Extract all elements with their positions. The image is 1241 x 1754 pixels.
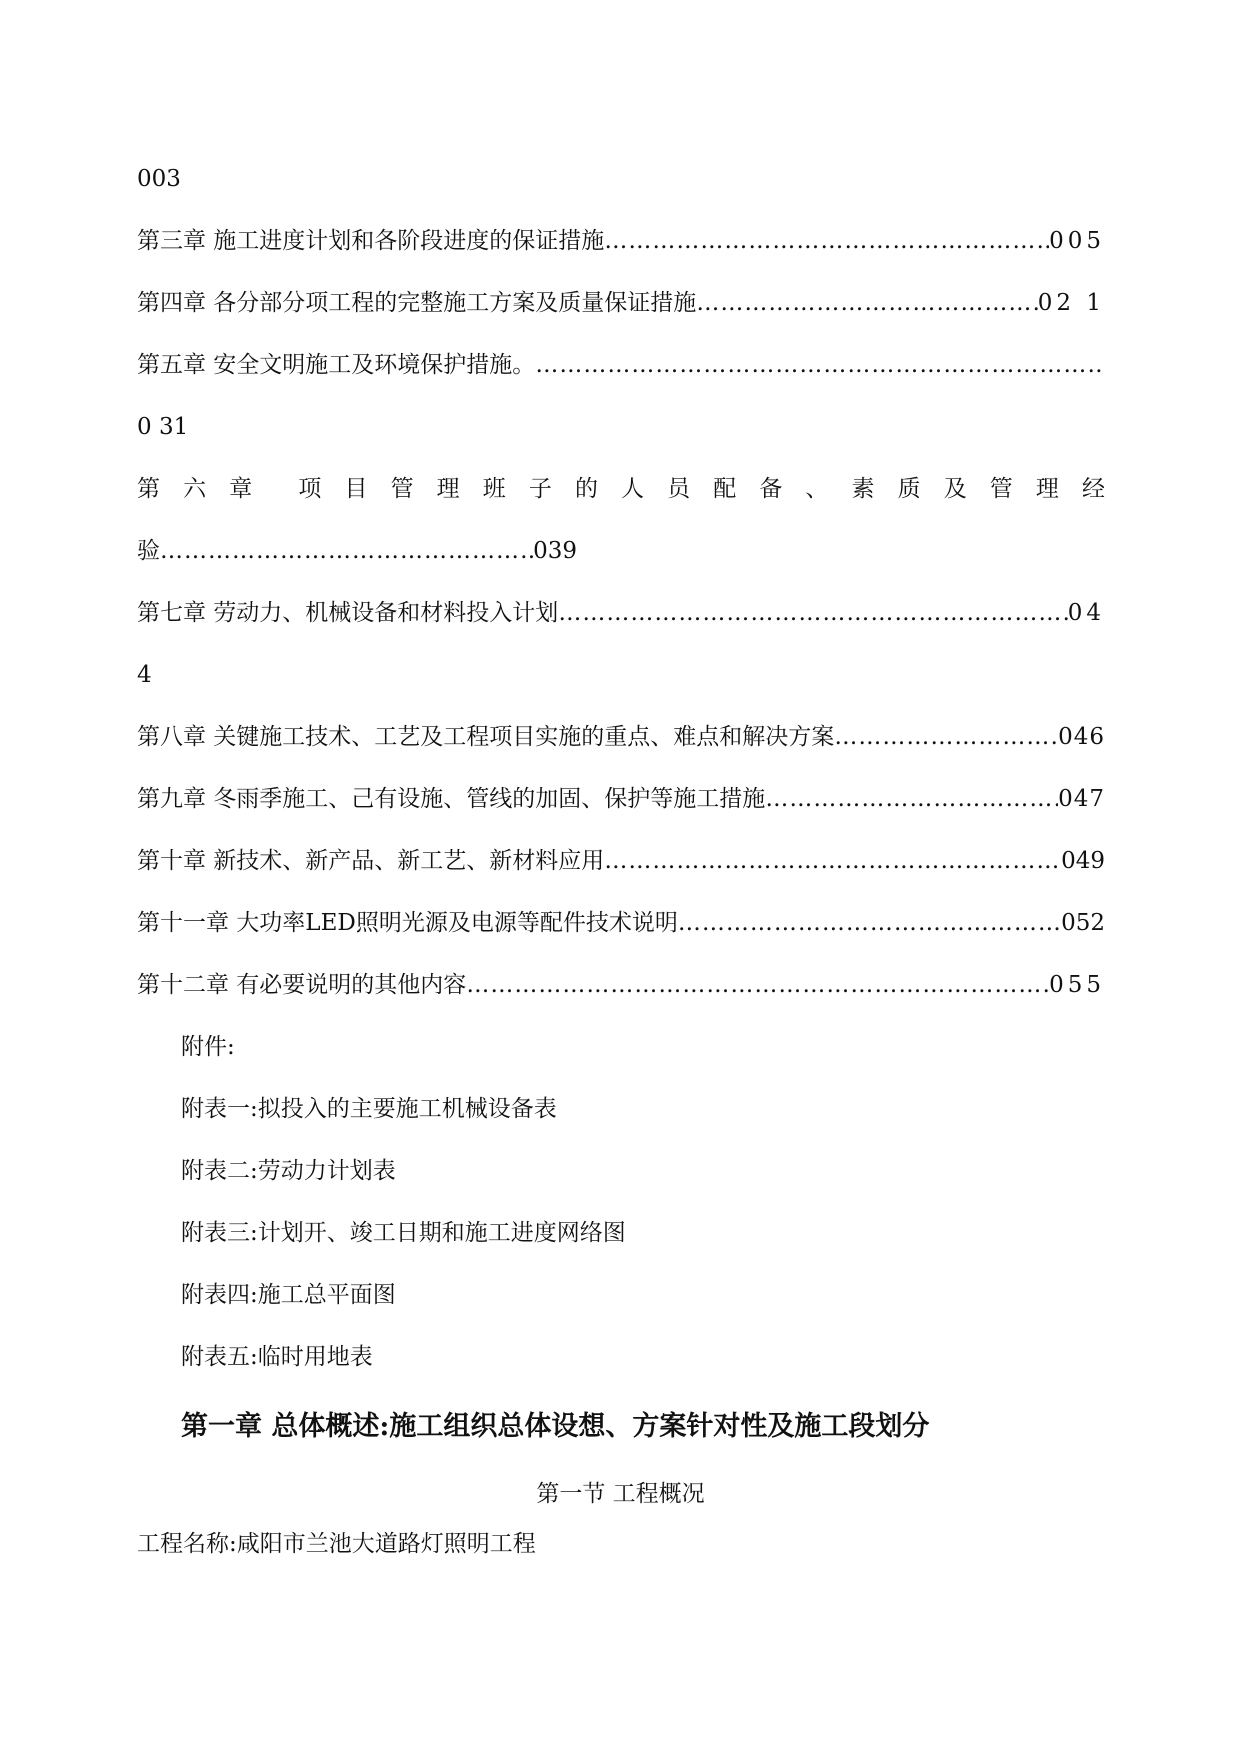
toc-spread-char: 目 <box>344 476 368 502</box>
toc-entry-title: 第十二章 有必要说明的其他内容 <box>137 972 467 998</box>
toc-entry-chapter-10[interactable] <box>137 846 1105 876</box>
toc-spread-char: 项 <box>298 476 322 502</box>
toc-entry-page: 04 <box>1067 600 1105 626</box>
toc-entry-title: 验 <box>137 538 160 564</box>
appendix-item: 附表二:劳动力计划表 <box>181 1158 396 1184</box>
toc-leader-dots <box>604 226 1049 256</box>
project-name: 工程名称:咸阳市兰池大道路灯照明工程 <box>137 1531 536 1557</box>
toc-entry-chapter-12[interactable] <box>137 970 1105 1000</box>
toc-spread-char: 管 <box>390 476 414 502</box>
toc-leader-dots <box>765 784 1058 814</box>
toc-entry-chapter-11[interactable] <box>137 908 1105 938</box>
toc-spread-char: 及 <box>943 476 967 502</box>
toc-entry-title: 第八章 关键施工技术、工艺及工程项目实施的重点、难点和解决方案 <box>137 724 835 750</box>
appendix-item: 附表四:施工总平面图 <box>181 1282 396 1308</box>
appendix-item: 附表三:计划开、竣工日期和施工进度网络图 <box>181 1220 626 1246</box>
appendix-label: 附件: <box>181 1034 235 1060</box>
toc-spread-char: 、 <box>805 476 829 502</box>
toc-entry-title: 第七章 劳动力、机械设备和材料投入计划 <box>137 600 559 626</box>
toc-spread-char: 素 <box>851 476 875 502</box>
toc-entry-chapter-7-page: 4 <box>137 662 152 688</box>
toc-leader-dots <box>678 908 1061 938</box>
toc-spread-char: 质 <box>897 476 921 502</box>
toc-entry-chapter-6[interactable] <box>137 474 1105 504</box>
toc-spread-char: 第 <box>137 476 160 502</box>
appendix-item: 附表一:拟投入的主要施工机械设备表 <box>181 1096 557 1122</box>
toc-entry-chapter-8[interactable] <box>137 722 1105 752</box>
toc-entry-page: 039 <box>533 538 577 564</box>
toc-spread-char: 六 <box>183 476 207 502</box>
toc-entry-title: 第十一章 大功率LED照明光源及电源等配件技术说明 <box>137 910 678 936</box>
toc-spread-char: 配 <box>713 476 737 502</box>
toc-entry-title: 第四章 各分部分项工程的完整施工方案及质量保证措施 <box>137 290 697 316</box>
toc-entry-page: 046 <box>1058 724 1105 750</box>
toc-entry-page: 055 <box>1049 972 1105 998</box>
toc-entry-chapter-6-cont <box>137 536 577 566</box>
toc-entry-chapter-3[interactable] <box>137 226 1105 256</box>
toc-spread-char: 理 <box>1035 476 1059 502</box>
toc-entry-chapter-5[interactable] <box>137 350 1105 380</box>
toc-entry-page: 049 <box>1061 848 1105 874</box>
toc-spread-char: 员 <box>667 476 691 502</box>
toc-orphan-page-number: 003 <box>137 166 181 192</box>
toc-leader-dots <box>604 846 1061 876</box>
toc-spread-char: 备 <box>759 476 783 502</box>
toc-leader-dots <box>558 598 1067 628</box>
toc-leader-dots <box>466 970 1049 1000</box>
toc-spread-char: 理 <box>436 476 460 502</box>
toc-entry-page: 005 <box>1049 228 1105 254</box>
toc-entry-page: 047 <box>1058 786 1105 812</box>
toc-entry-page: 02 1 <box>1037 290 1105 316</box>
toc-entry-title: 第十章 新技术、新产品、新工艺、新材料应用 <box>137 848 605 874</box>
toc-spread-char: 经 <box>1081 476 1105 502</box>
toc-entry-chapter-5-page: 0 31 <box>137 414 189 440</box>
toc-entry-title: 第三章 施工进度计划和各阶段进度的保证措施 <box>137 228 605 254</box>
toc-leader-dots <box>535 350 1105 380</box>
toc-entry-title: 第五章 安全文明施工及环境保护措施。 <box>137 352 536 378</box>
toc-entry-chapter-7[interactable] <box>137 598 1105 628</box>
toc-spread-char: 的 <box>574 476 598 502</box>
toc-entry-title: 第九章 冬雨季施工、己有设施、管线的加固、保护等施工措施 <box>137 786 766 812</box>
toc-spread-char: 班 <box>482 476 506 502</box>
section-heading: 第一节 工程概况 <box>536 1481 705 1507</box>
toc-entry-chapter-4[interactable] <box>137 288 1105 318</box>
toc-leader-dots <box>834 722 1058 752</box>
toc-spread-char: 人 <box>621 476 645 502</box>
chapter-heading: 第一章 总体概述:施工组织总体设想、方案针对性及施工段划分 <box>181 1411 930 1442</box>
toc-spread-char: 章 <box>229 476 253 502</box>
toc-entry-chapter-9[interactable] <box>137 784 1105 814</box>
toc-spread-char: 子 <box>528 476 552 502</box>
toc-leader-dots <box>160 536 533 566</box>
toc-spread-char: 管 <box>989 476 1013 502</box>
toc-entry-page: 052 <box>1061 910 1105 936</box>
appendix-item: 附表五:临时用地表 <box>181 1344 373 1370</box>
toc-leader-dots <box>696 288 1037 318</box>
